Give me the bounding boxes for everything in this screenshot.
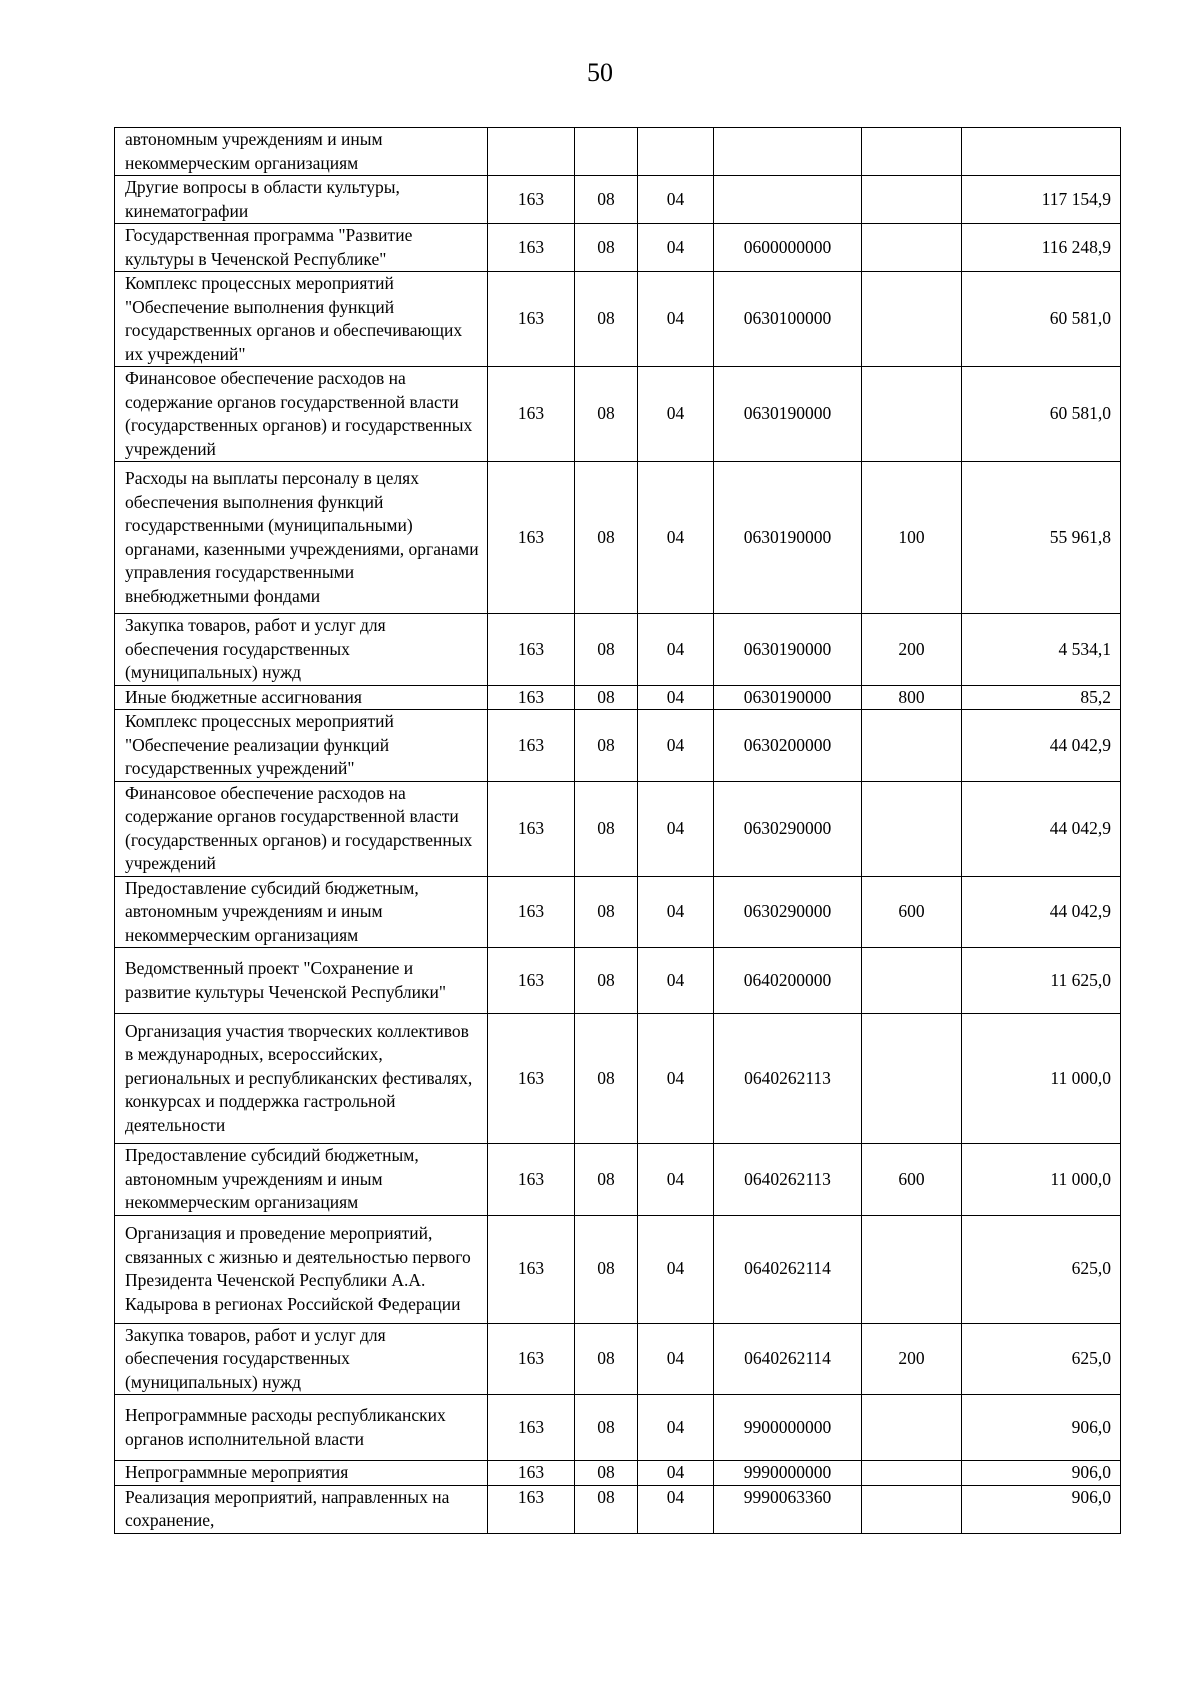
cell-section: 08 [575,948,638,1014]
cell-ministry: 163 [488,1485,575,1533]
cell-subsection: 04 [638,224,714,272]
cell-ministry: 163 [488,272,575,367]
cell-expense-type [862,1461,962,1486]
table-row [115,176,1121,224]
row-name-cell [115,224,488,272]
cell-expense-type [862,710,962,782]
table-row [115,367,1121,462]
cell-target-article: 0630200000 [714,710,862,782]
cell-subsection: 04 [638,367,714,462]
cell-ministry: 163 [488,710,575,782]
cell-section: 08 [575,876,638,948]
table-row [115,781,1121,876]
cell-section [575,128,638,176]
cell-target-article: 9990000000 [714,1461,862,1486]
cell-amount: 906,0 [962,1461,1121,1486]
row-name: Организация участия творческих коллективов в международных, всероссийских, региональных и республиканских фестивалях, конкурсах и поддержка гастрольной деятельности [125,1020,473,1135]
budget-table [114,127,1121,1534]
cell-amount: 11 000,0 [962,1014,1121,1144]
cell-amount: 117 154,9 [962,176,1121,224]
page-number: 50 [587,58,613,87]
cell-subsection: 04 [638,272,714,367]
cell-ministry: 163 [488,948,575,1014]
cell-amount: 60 581,0 [962,272,1121,367]
row-name-cell [115,1323,488,1395]
cell-subsection: 04 [638,948,714,1014]
cell-amount: 44 042,9 [962,710,1121,782]
cell-target-article: 0630190000 [714,685,862,710]
cell-ministry: 163 [488,876,575,948]
cell-target-article: 9990063360 [714,1485,862,1533]
cell-ministry: 163 [488,367,575,462]
row-name: Расходы на выплаты персоналу в целях обеспечения выполнения функций государственными (муниципальными) органами, казенными учреждениями, органами управления государственными внебюджетными фондами [125,468,479,606]
cell-expense-type [862,781,962,876]
row-name: Непрограммные мероприятия [125,1462,349,1482]
cell-amount: 85,2 [962,685,1121,710]
cell-expense-type: 600 [862,876,962,948]
row-name-cell [115,781,488,876]
cell-ministry: 163 [488,614,575,686]
cell-section: 08 [575,1461,638,1486]
cell-amount: 44 042,9 [962,781,1121,876]
cell-amount: 44 042,9 [962,876,1121,948]
table-row [115,272,1121,367]
cell-amount: 116 248,9 [962,224,1121,272]
row-name: Финансовое обеспечение расходов на содержание органов государственной власти (государственных органов) и государственных учреждений [125,782,473,873]
cell-expense-type [862,128,962,176]
row-name: Государственная программа "Развитие культуры в Чеченской Республике" [125,225,413,269]
table-row [115,614,1121,686]
cell-ministry: 163 [488,1395,575,1461]
cell-expense-type [862,272,962,367]
cell-ministry: 163 [488,1144,575,1216]
cell-ministry: 163 [488,1014,575,1144]
row-name-cell [115,176,488,224]
cell-subsection: 04 [638,1395,714,1461]
row-name: Другие вопросы в области культуры, кинематографии [125,177,400,221]
cell-section: 08 [575,1215,638,1323]
cell-subsection: 04 [638,1461,714,1486]
cell-target-article: 0600000000 [714,224,862,272]
cell-target-article [714,176,862,224]
cell-subsection: 04 [638,685,714,710]
table-row [115,685,1121,710]
cell-target-article: 0640200000 [714,948,862,1014]
cell-amount: 60 581,0 [962,367,1121,462]
cell-ministry: 163 [488,224,575,272]
cell-subsection: 04 [638,710,714,782]
cell-subsection: 04 [638,614,714,686]
row-name: Организация и проведение мероприятий, связанных с жизнью и деятельностью первого Президента Чеченской Республики А.А. Кадырова в регионах Российской Федерации [125,1223,471,1314]
cell-target-article: 9900000000 [714,1395,862,1461]
table-row [115,1215,1121,1323]
cell-target-article: 0640262113 [714,1144,862,1216]
cell-target-article: 0640262114 [714,1323,862,1395]
row-name-cell [115,1461,488,1486]
row-name-cell [115,614,488,686]
cell-subsection: 04 [638,1144,714,1216]
cell-section: 08 [575,272,638,367]
row-name: Комплекс процессных мероприятий "Обеспечение выполнения функций государственных органов и обеспечивающих их учреждений" [125,273,463,364]
table-row [115,1395,1121,1461]
cell-target-article: 0640262114 [714,1215,862,1323]
cell-target-article: 0630190000 [714,462,862,614]
cell-subsection [638,128,714,176]
table-row [115,224,1121,272]
cell-section: 08 [575,367,638,462]
cell-amount: 4 534,1 [962,614,1121,686]
cell-target-article: 0630190000 [714,367,862,462]
row-name: Непрограммные расходы республиканских органов исполнительной власти [125,1405,446,1449]
cell-target-article: 0630290000 [714,876,862,948]
table-row [115,462,1121,614]
table-row [115,1485,1121,1533]
cell-ministry: 163 [488,462,575,614]
cell-section: 08 [575,710,638,782]
cell-section: 08 [575,1395,638,1461]
cell-amount: 55 961,8 [962,462,1121,614]
cell-expense-type [862,1215,962,1323]
cell-subsection: 04 [638,462,714,614]
cell-target-article [714,128,862,176]
cell-ministry [488,128,575,176]
cell-expense-type [862,948,962,1014]
table-row [115,710,1121,782]
row-name-cell [115,876,488,948]
cell-expense-type [862,1485,962,1533]
cell-target-article: 0630100000 [714,272,862,367]
row-name-cell [115,462,488,614]
row-name: Закупка товаров, работ и услуг для обеспечения государственных (муниципальных) нужд [125,1324,386,1392]
cell-expense-type: 600 [862,1144,962,1216]
row-name: Иные бюджетные ассигнования [125,686,362,707]
cell-target-article: 0630190000 [714,614,862,686]
row-name: Реализация мероприятий, направленных на сохранение, [125,1486,450,1530]
table-body [115,128,1121,1534]
row-name: Предоставление субсидий бюджетным, автономным учреждениям и иным некоммерческим организациям [125,1145,419,1212]
cell-amount: 11 000,0 [962,1144,1121,1216]
cell-section: 08 [575,1323,638,1395]
cell-expense-type: 100 [862,462,962,614]
row-name-cell [115,1144,488,1216]
row-name: Комплекс процессных мероприятий "Обеспечение реализации функций государственных учреждений" [125,711,394,778]
cell-expense-type [862,367,962,462]
cell-expense-type [862,224,962,272]
cell-expense-type: 200 [862,1323,962,1395]
row-name: Предоставление субсидий бюджетным, автономным учреждениям и иным некоммерческим организациям [125,877,419,945]
cell-section: 08 [575,1014,638,1144]
row-name: Финансовое обеспечение расходов на содержание органов государственной власти (государственных органов) и государственных учреждений [125,368,473,459]
row-name-cell [115,710,488,782]
row-name-cell [115,1014,488,1144]
table-row [115,948,1121,1014]
table-row [115,876,1121,948]
cell-section: 08 [575,781,638,876]
row-name: автономным учреждениям и иным некоммерческим организациям [125,129,383,173]
cell-section: 08 [575,462,638,614]
row-name-cell [115,948,488,1014]
row-name-cell [115,367,488,462]
row-name-cell [115,1395,488,1461]
row-name: Ведомственный проект "Сохранение и развитие культуры Чеченской Республики" [125,958,446,1002]
cell-ministry: 163 [488,176,575,224]
cell-amount: 625,0 [962,1323,1121,1395]
row-name-cell [115,1215,488,1323]
cell-subsection: 04 [638,1485,714,1533]
table-row [115,1014,1121,1144]
cell-section: 08 [575,224,638,272]
cell-amount [962,128,1121,176]
cell-subsection: 04 [638,176,714,224]
cell-amount: 625,0 [962,1215,1121,1323]
cell-amount: 11 625,0 [962,948,1121,1014]
row-name-cell [115,128,488,176]
cell-section: 08 [575,176,638,224]
cell-section: 08 [575,1144,638,1216]
cell-ministry: 163 [488,685,575,710]
row-name-cell [115,685,488,710]
row-name-cell [115,272,488,367]
cell-ministry: 163 [488,1323,575,1395]
cell-amount: 906,0 [962,1485,1121,1533]
cell-subsection: 04 [638,1014,714,1144]
table-row [115,1323,1121,1395]
cell-expense-type: 200 [862,614,962,686]
cell-amount: 906,0 [962,1395,1121,1461]
cell-subsection: 04 [638,1215,714,1323]
cell-ministry: 163 [488,781,575,876]
cell-subsection: 04 [638,1323,714,1395]
cell-ministry: 163 [488,1215,575,1323]
row-name-cell [115,1485,488,1533]
table-row [115,1144,1121,1216]
cell-ministry: 163 [488,1461,575,1486]
cell-section: 08 [575,614,638,686]
cell-subsection: 04 [638,876,714,948]
cell-expense-type [862,1395,962,1461]
cell-section: 08 [575,685,638,710]
cell-expense-type [862,1014,962,1144]
row-name: Закупка товаров, работ и услуг для обеспечения государственных (муниципальных) нужд [125,615,386,682]
cell-expense-type [862,176,962,224]
cell-expense-type: 800 [862,685,962,710]
table-row [115,128,1121,176]
cell-target-article: 0640262113 [714,1014,862,1144]
cell-section: 08 [575,1485,638,1533]
table-row [115,1461,1121,1486]
cell-subsection: 04 [638,781,714,876]
cell-target-article: 0630290000 [714,781,862,876]
